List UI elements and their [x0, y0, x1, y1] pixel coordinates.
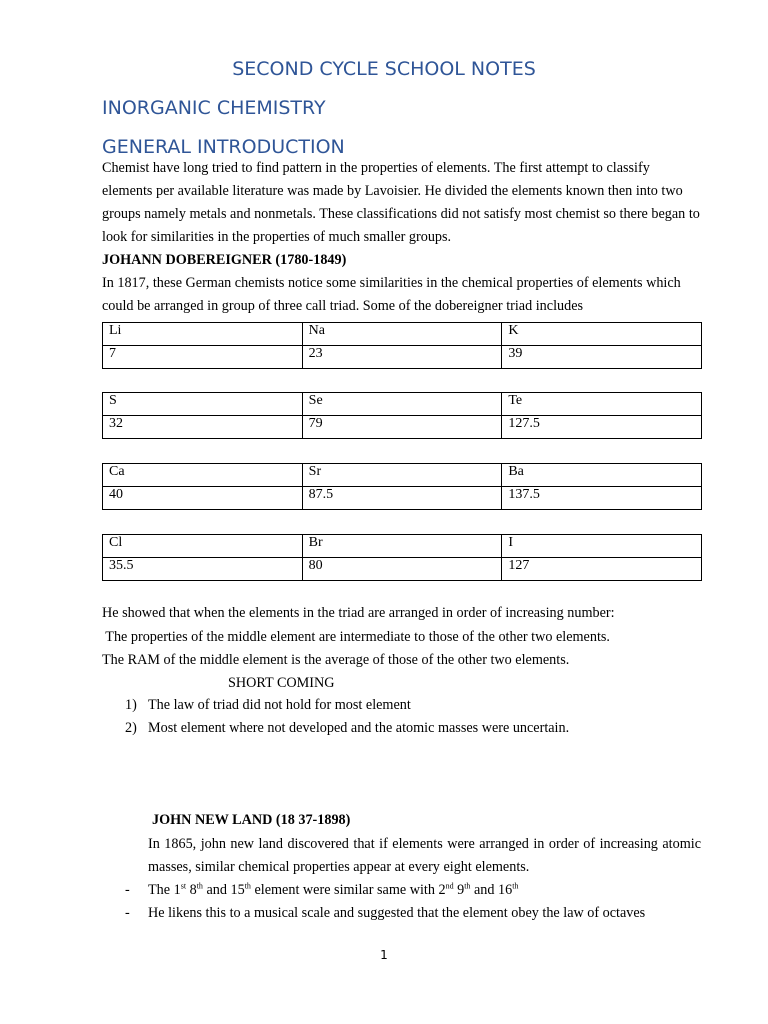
section-heading: GENERAL INTRODUCTION: [102, 136, 345, 158]
newland-bullets: [125, 879, 705, 925]
element-cell: Te: [502, 393, 702, 416]
mass-cell: 32: [103, 416, 303, 439]
table-row: [103, 416, 702, 439]
mass-cell: 79: [302, 416, 502, 439]
bullet-text: The 1st 8th and 15th element were similar same with 2nd 9th and 16th: [148, 881, 519, 898]
element-cell: Na: [302, 323, 502, 346]
mass-cell: 87.5: [302, 487, 502, 510]
newland-paragraph: In 1865, john new land discovered that if elements were arranged in order of increasing atomic masses, similar chemical properties appear at every eight elements.: [148, 836, 701, 875]
list-item: [125, 902, 705, 925]
main-title: SECOND CYCLE SCHOOL NOTES: [232, 58, 536, 80]
mass-cell: 127.5: [502, 416, 702, 439]
dobereigner-heading: JOHANN DOBEREIGNER (1780-1849): [102, 252, 347, 268]
table-row: [103, 535, 702, 558]
finding-line-2: The properties of the middle element are intermediate to those of the other two elements.: [102, 629, 610, 645]
finding-line-3: The RAM of the middle element is the average of those of the other two elements.: [102, 652, 570, 668]
finding-line-1: He showed that when the elements in the triad are arranged in order of increasing number:: [102, 605, 615, 621]
bullet-marker: -: [125, 882, 130, 898]
table-row: [103, 464, 702, 487]
page-number: 1: [380, 948, 388, 962]
subject-heading: INORGANIC CHEMISTRY: [102, 97, 326, 119]
list-marker: 2): [125, 720, 137, 736]
list-item: [125, 694, 705, 717]
intro-paragraph: Chemist have long tried to find pattern in the properties of elements. The first attempt to classify elements per available literature was made by Lavoisier. He divided the elements known then into two groups namely metals and nonmetals. These classifications did not satisfy most chemist so there began to look for similarities in the properties of much smaller groups.: [102, 160, 700, 245]
element-cell: Cl: [103, 535, 303, 558]
table-row: [103, 487, 702, 510]
bullet-text: He likens this to a musical scale and suggested that the element obey the law of octaves: [148, 905, 646, 921]
mass-cell: 80: [302, 558, 502, 581]
mass-cell: 39: [502, 346, 702, 369]
mass-cell: 127: [502, 558, 702, 581]
element-cell: Li: [103, 323, 303, 346]
bullet-marker: -: [125, 905, 130, 921]
mass-cell: 137.5: [502, 487, 702, 510]
element-cell: Ca: [103, 464, 303, 487]
element-cell: Br: [302, 535, 502, 558]
element-cell: I: [502, 535, 702, 558]
shortcoming-list: [125, 694, 705, 740]
element-cell: K: [502, 323, 702, 346]
list-item: [125, 879, 705, 902]
mass-cell: 35.5: [103, 558, 303, 581]
element-cell: S: [103, 393, 303, 416]
table-row: [103, 346, 702, 369]
list-item-text: The law of triad did not hold for most element: [148, 697, 411, 713]
shortcoming-heading: SHORT COMING: [228, 675, 335, 691]
list-marker: 1): [125, 697, 137, 713]
mass-cell: 40: [103, 487, 303, 510]
dobereigner-paragraph: In 1817, these German chemists notice some similarities in the chemical properties of elements which could be arranged in group of three call triad. Some of the dobereigner triad includes: [102, 275, 681, 314]
table-row: [103, 323, 702, 346]
triad-table-2: [102, 392, 702, 439]
list-item-text: Most element where not developed and the atomic masses were uncertain.: [148, 720, 570, 736]
mass-cell: 7: [103, 346, 303, 369]
newland-heading: JOHN NEW LAND (18 37-1898): [152, 812, 351, 828]
table-row: [103, 393, 702, 416]
element-cell: Se: [302, 393, 502, 416]
triad-table-3: [102, 463, 702, 510]
table-row: [103, 558, 702, 581]
triad-table-4: [102, 534, 702, 581]
mass-cell: 23: [302, 346, 502, 369]
element-cell: Ba: [502, 464, 702, 487]
element-cell: Sr: [302, 464, 502, 487]
triad-table-1: [102, 322, 702, 369]
list-item: [125, 717, 705, 740]
